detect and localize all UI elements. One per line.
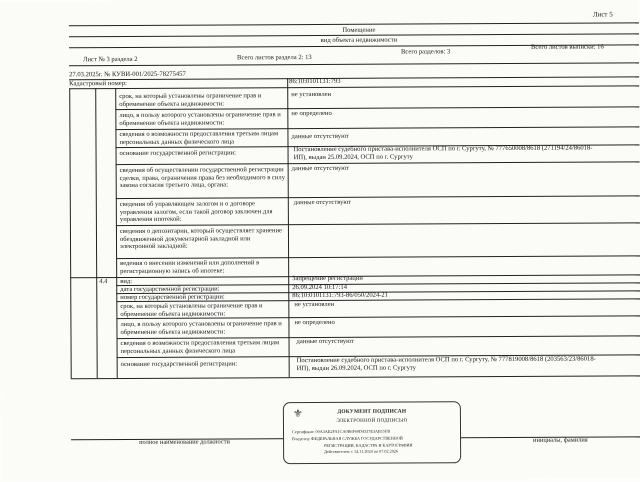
row-reg-date-value: 26.09.2024 10:17:14 xyxy=(292,283,348,292)
sheet-number: Лист 5 xyxy=(592,10,613,19)
total-sections: Всего разделов: 3 xyxy=(400,48,451,56)
row-personal-data-2-value: данные отсутствуют xyxy=(296,337,354,346)
row-kind-label: вид: xyxy=(120,277,133,286)
row-term-2-value: не установлен xyxy=(294,300,335,309)
row-term-value: не установлен xyxy=(291,90,332,99)
row-beneficiary-2-value: не определено xyxy=(294,318,335,327)
name-label: инициалы, фамилия xyxy=(533,436,588,444)
row-consent-label: сведения об осуществлении государственной регистрации сделки, права, ограничения права без необходимого в силу закона согласия третьего лица, органа: xyxy=(119,166,286,190)
cadastral-label: Кадастровый номер: xyxy=(69,80,127,88)
row-term-2-label: срок, на который установлены ограничение прав и обременение объекта недвижимости: xyxy=(120,302,263,318)
row-reg-number-label: номер государственной регистрации: xyxy=(120,293,225,302)
row-term-label: срок, на который установлены ограничение прав и обременение объекта недвижимости: xyxy=(119,92,262,108)
stamp-line-2: ЭЛЕКТРОННОЙ ПОДПИСЬЮ xyxy=(336,418,408,424)
electronic-signature-stamp xyxy=(283,401,461,464)
row-reg-number-value: 86:10:0101131:793-86/050/2024-21 xyxy=(292,291,389,300)
row-basis-2-value: Постановление судебного пристава-исполнителя ОСП по г. Сургуту, № 777819008/8618 (203563/23/86018- xyxy=(296,355,596,365)
row-basis-value-2: ИП), выдан 25.09.2024, ОСП по г. Сургуту xyxy=(293,153,413,162)
extract-number: 27.03.2025г. № КУВИ-001/2025-78275457 xyxy=(69,70,186,79)
row-basis-2-value-2: ИП), выдан 26.09.2024, ОСП по г. Сургуту xyxy=(296,364,416,373)
row-consent-value: данные отсутствуют xyxy=(291,164,349,173)
row-pledge-manager-label: сведения об управляющем залогом и о договоре управления залогом, если такой договор заключен для управления ипотекой: xyxy=(119,200,273,224)
row-basis-value: Постановление судебного пристава-исполнителя ОСП по г. Сургуту, № 777650008/8618 (271194/24/86018- xyxy=(293,144,593,154)
row-depository-label: сведения о депозитарии, который осуществляет хранение обездвиженной документарной закладной или электронной закладной: xyxy=(119,227,282,251)
total-sheets-section: Всего листов раздела 2: 13 xyxy=(237,54,312,62)
row-personal-data-2-label: сведения о возможности предоставления третьим лицам персональных данных физического лица xyxy=(120,339,280,355)
position-label: полное наименование должности xyxy=(139,438,230,446)
row-basis-2-label: основание государственной регистрации: xyxy=(120,360,238,369)
row-reg-date-label: дата государственной регистрации: xyxy=(120,285,220,294)
row-beneficiary-value: не определено xyxy=(291,109,332,118)
document-title: Помещение xyxy=(342,26,376,34)
stamp-owner-2: РЕГИСТРАЦИИ, КАДАСТРА И КАРТОГРАФИИ xyxy=(324,442,413,448)
row-basis-label: основание государственной регистрации: xyxy=(119,149,236,158)
row-personal-data-label: сведения о возможности предоставления третьим лицам персональных данных физического лица xyxy=(119,130,279,146)
stamp-line-1: ДОКУМЕНТ ПОДПИСАН xyxy=(337,408,407,415)
stamp-validity: Действителен: с 14.11.2024 по 07.02.2026 xyxy=(324,448,398,454)
row-beneficiary-label: лицо, в пользу которого установлены ограничение прав и обременение объекта недвижимости: xyxy=(119,111,281,127)
coat-of-arms-icon: ⚜ xyxy=(292,408,303,421)
row-beneficiary-2-label: лицо, в пользу которого установлены ограничение прав и обременение объекта недвижимости: xyxy=(120,320,282,336)
entry-number: 4.4 xyxy=(99,278,108,286)
stamp-owner: Владелец: ФЕДЕРАЛЬНАЯ СЛУЖБА ГОСУДАРСТВЕННОЙ xyxy=(292,435,403,442)
row-changes-label: ведения о внесении изменений или дополнений в регистрационную запись об ипотеке: xyxy=(120,259,260,275)
row-pledge-manager-value: данные отсутствуют xyxy=(293,198,352,207)
cadastral-value: 86:10:0101131:793 xyxy=(289,77,341,86)
object-type: вид объекта недвижимости xyxy=(320,36,398,44)
row-kind-value: Запрещение регистрации xyxy=(292,274,363,283)
stamp-certificate: Сертификат: 00A3AE2FA1CA0B6F60D4337E3AB15FB xyxy=(291,428,391,435)
row-personal-data-value: данные отсутствуют xyxy=(291,132,349,141)
total-sheets-extract: Всего листов выписки: 16 xyxy=(530,43,604,51)
sheet-section: Лист № 3 раздела 2 xyxy=(83,55,138,64)
